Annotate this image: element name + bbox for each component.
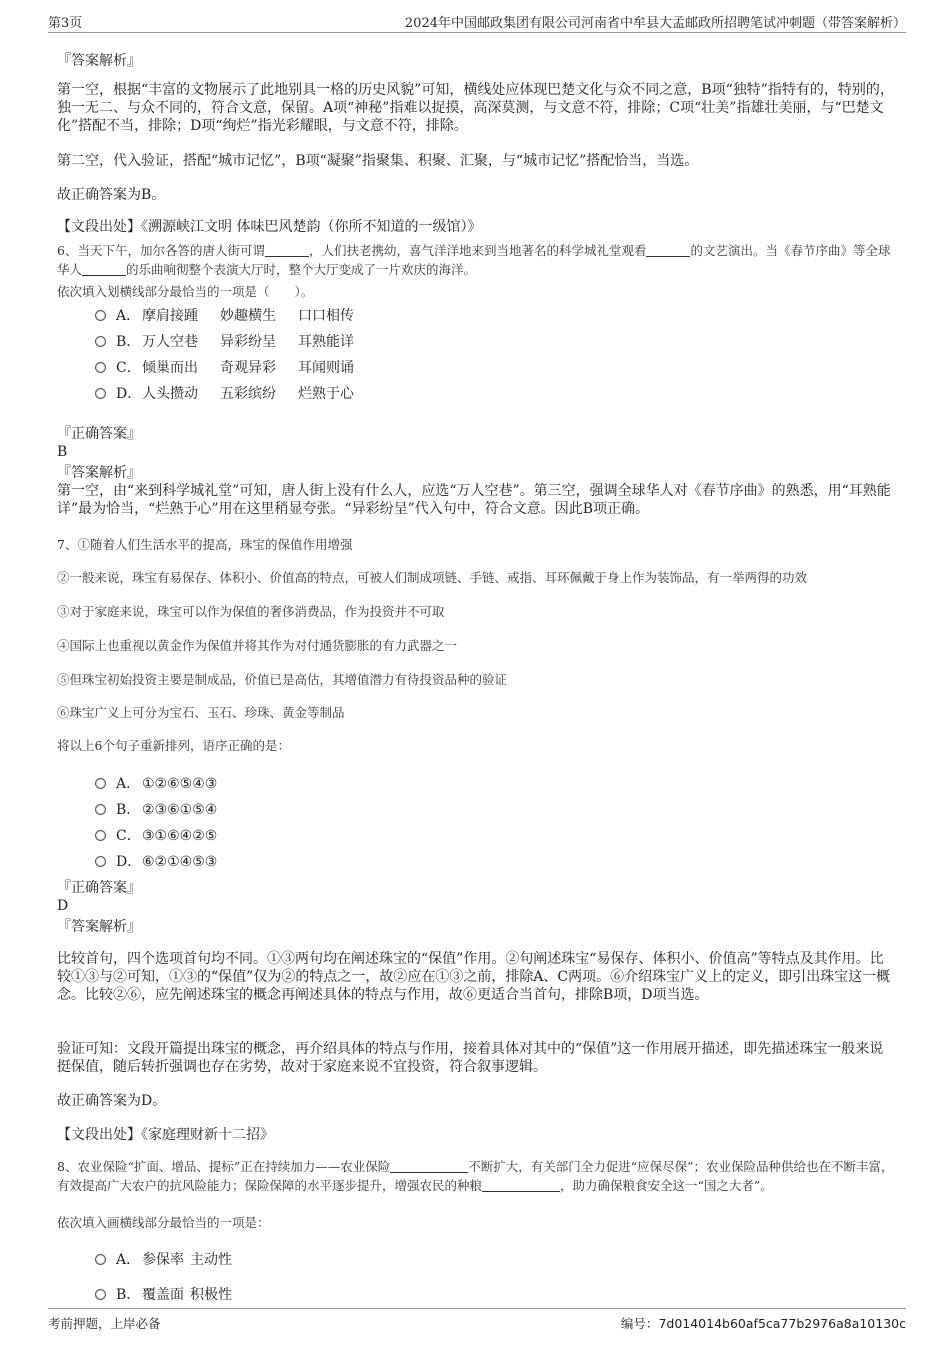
analysis-paragraph: 第一空，由“来到科学城礼堂”可知，唐人街上没有什么人，应选“万人空巷”。第三空，强调全球华人对《春节序曲》的熟悉，用“耳熟能详”最为恰当，“烂熟于心”用在这里稍显夸张。“异彩纷呈”代入句中，符合文意。因此B项正确。 <box>57 483 891 517</box>
option-a[interactable]: A． ①②⑥⑤④③ <box>95 773 217 793</box>
question-6-stem: 6、当天下午，加尔各答的唐人街可谓 ，人们扶老携幼，喜气洋洋地来到当地著名的科学城礼堂观看 的文艺演出。当《春节序曲》等全球华人 的乐曲响彻整个表演大厅时，整个大厅变成了一片欢庆的海洋。 <box>57 243 891 277</box>
page-header <box>48 10 906 33</box>
option-d[interactable]: D．⑥②①④⑤③ <box>95 851 217 871</box>
question-8-prompt: 依次填入画横线部分最恰当的一项是： <box>57 1215 270 1230</box>
blank-line <box>646 244 690 257</box>
document-code: 编号：7d014014b60af5ca77b2976a8a10130c <box>620 1316 906 1331</box>
radio-button-icon[interactable] <box>95 804 106 815</box>
analysis-label: 『答案解析』 <box>57 919 141 935</box>
page-footer <box>48 1308 906 1333</box>
radio-button-icon[interactable] <box>95 388 106 399</box>
document-title: 2024年中国邮政集团有限公司河南省中牟县大孟邮政所招聘笔试冲刺题（带答案解析） <box>404 16 906 31</box>
correct-answer: D <box>57 898 69 914</box>
radio-button-icon[interactable] <box>95 856 106 867</box>
analysis-paragraph: 第一空，根据“丰富的文物展示了此地别具一格的历史风貌”可知，横线处应体现巴楚文化与众不同之意，B项“独特”指特有的，特别的，独一无二、与众不同的，符合文意，保留。A项“神秘”指难以捉摸，高深莫测，与文意不符，排除；C项“壮美”指雄壮美丽，与“巴楚文化”搭配不当，排除；D项“绚烂”指光彩耀眼，与文意不符，排除。 <box>57 82 894 134</box>
analysis-conclusion: 故正确答案为B。 <box>57 187 166 203</box>
blank-line <box>265 244 309 257</box>
option-b[interactable]: B． ②③⑥①⑤④ <box>95 799 217 819</box>
radio-button-icon[interactable] <box>95 1289 106 1300</box>
option-c[interactable]: C．③①⑥④②⑤ <box>95 825 217 845</box>
analysis-conclusion: 故正确答案为D。 <box>57 1093 167 1109</box>
option-a[interactable]: A． 参保率 主动性 <box>95 1249 232 1269</box>
radio-button-icon[interactable] <box>95 1254 106 1265</box>
footer-slogan: 考前押题，上岸必备 <box>48 1316 161 1331</box>
radio-button-icon[interactable] <box>95 778 106 789</box>
option-b[interactable]: B． 万人空巷 异彩纷呈 耳熟能详 <box>95 331 354 351</box>
question-7-sentence: ④国际上也重视以黄金作为保值并将其作为对付通货膨胀的有力武器之一 <box>57 638 458 653</box>
blank-line <box>82 263 126 276</box>
question-7-prompt: 将以上6个句子重新排列，语序正确的是： <box>57 738 290 753</box>
correct-answer-label: 『正确答案』 <box>57 426 141 442</box>
question-7-sentence: ③对于家庭来说，珠宝可以作为保值的奢侈消费品，作为投资并不可取 <box>57 604 445 619</box>
question-7-sentence: ⑤但珠宝初始投资主要是制成品，价值已是高估，其增值潜力有待投资品种的验证 <box>57 672 508 687</box>
question-7-sentence: ②一般来说，珠宝有易保存、体积小、价值高的特点，可被人们制成项链、手链、戒指、耳环佩戴于身上作为装饰品，有一举两得的功效 <box>57 570 808 585</box>
analysis-label: 『答案解析』 <box>57 465 141 481</box>
question-7-sentence: 7、①随着人们生活水平的提高，珠宝的保值作用增强 <box>57 537 353 552</box>
passage-source: 【文段出处】《溯源峡江文明 体味巴风楚韵（你所不知道的一级馆）》 <box>57 219 482 235</box>
correct-answer: B <box>57 444 68 460</box>
question-8-stem: 8、农业保险“扩面、增品、提标”正在持续加力——农业保险 不断扩大，有关部门全力促进“应保尽保”；农业保险品种供给也在不断丰富，有效提高广大农户的抗风险能力；保险保障的水平逐步提升，增强农民的种粮 ，助力确保粮食安全这一“国之大者”。 <box>57 1159 894 1193</box>
question-7-sentence: ⑥珠宝广义上可分为宝石、玉石、珍珠、黄金等制品 <box>57 705 345 720</box>
option-c[interactable]: C．倾巢而出 奇观异彩 耳闻则诵 <box>95 357 354 377</box>
page-number: 第3页 <box>48 16 83 31</box>
radio-button-icon[interactable] <box>95 362 106 373</box>
correct-answer-label: 『正确答案』 <box>57 880 141 896</box>
analysis-paragraph: 验证可知：文段开篇提出珠宝的概念，再介绍具体的特点与作用，接着具体对其中的“保值”这一作用展开描述，即先描述珠宝一般来说挺保值，随后转折强调也存在劣势，故对于家庭来说不宜投资，符合叙事逻辑。 <box>57 1041 884 1075</box>
option-d[interactable]: D．人头攒动 五彩缤纷 烂熟于心 <box>95 383 354 403</box>
analysis-label: 『答案解析』 <box>57 53 141 69</box>
analysis-paragraph: 比较首句，四个选项首句均不同。①③两句均在阐述珠宝的“保值”作用。②句阐述珠宝“易保存、体积小、价值高”等特点及其作用。比较①③与②可知，①③的“保值”仅为②的特点之一，故②应在①③之前，排除A、C两项。⑥介绍珠宝广义上的定义，即引出珠宝这一概念。比较②⑥，应先阐述珠宝的概念再阐述具体的特点与作用，故⑥更适合当首句，排除B项，D项当选。 <box>57 951 891 1003</box>
blank-line <box>482 1179 560 1192</box>
radio-button-icon[interactable] <box>95 310 106 321</box>
radio-button-icon[interactable] <box>95 336 106 347</box>
option-a[interactable]: A． 摩肩接踵 妙趣横生 口口相传 <box>95 305 354 325</box>
radio-button-icon[interactable] <box>95 830 106 841</box>
option-b[interactable]: B． 覆盖面 积极性 <box>95 1284 232 1304</box>
analysis-paragraph: 第二空，代入验证，搭配“城市记忆”，B项“凝聚”指聚集、积聚、汇聚，与“城市记忆”搭配恰当，当选。 <box>57 153 699 169</box>
question-6-prompt: 依次填入划横线部分最恰当的一项是（ ）。 <box>57 284 314 299</box>
passage-source: 【文段出处】《家庭理财新十二招》 <box>57 1127 274 1143</box>
blank-line <box>390 1160 468 1173</box>
